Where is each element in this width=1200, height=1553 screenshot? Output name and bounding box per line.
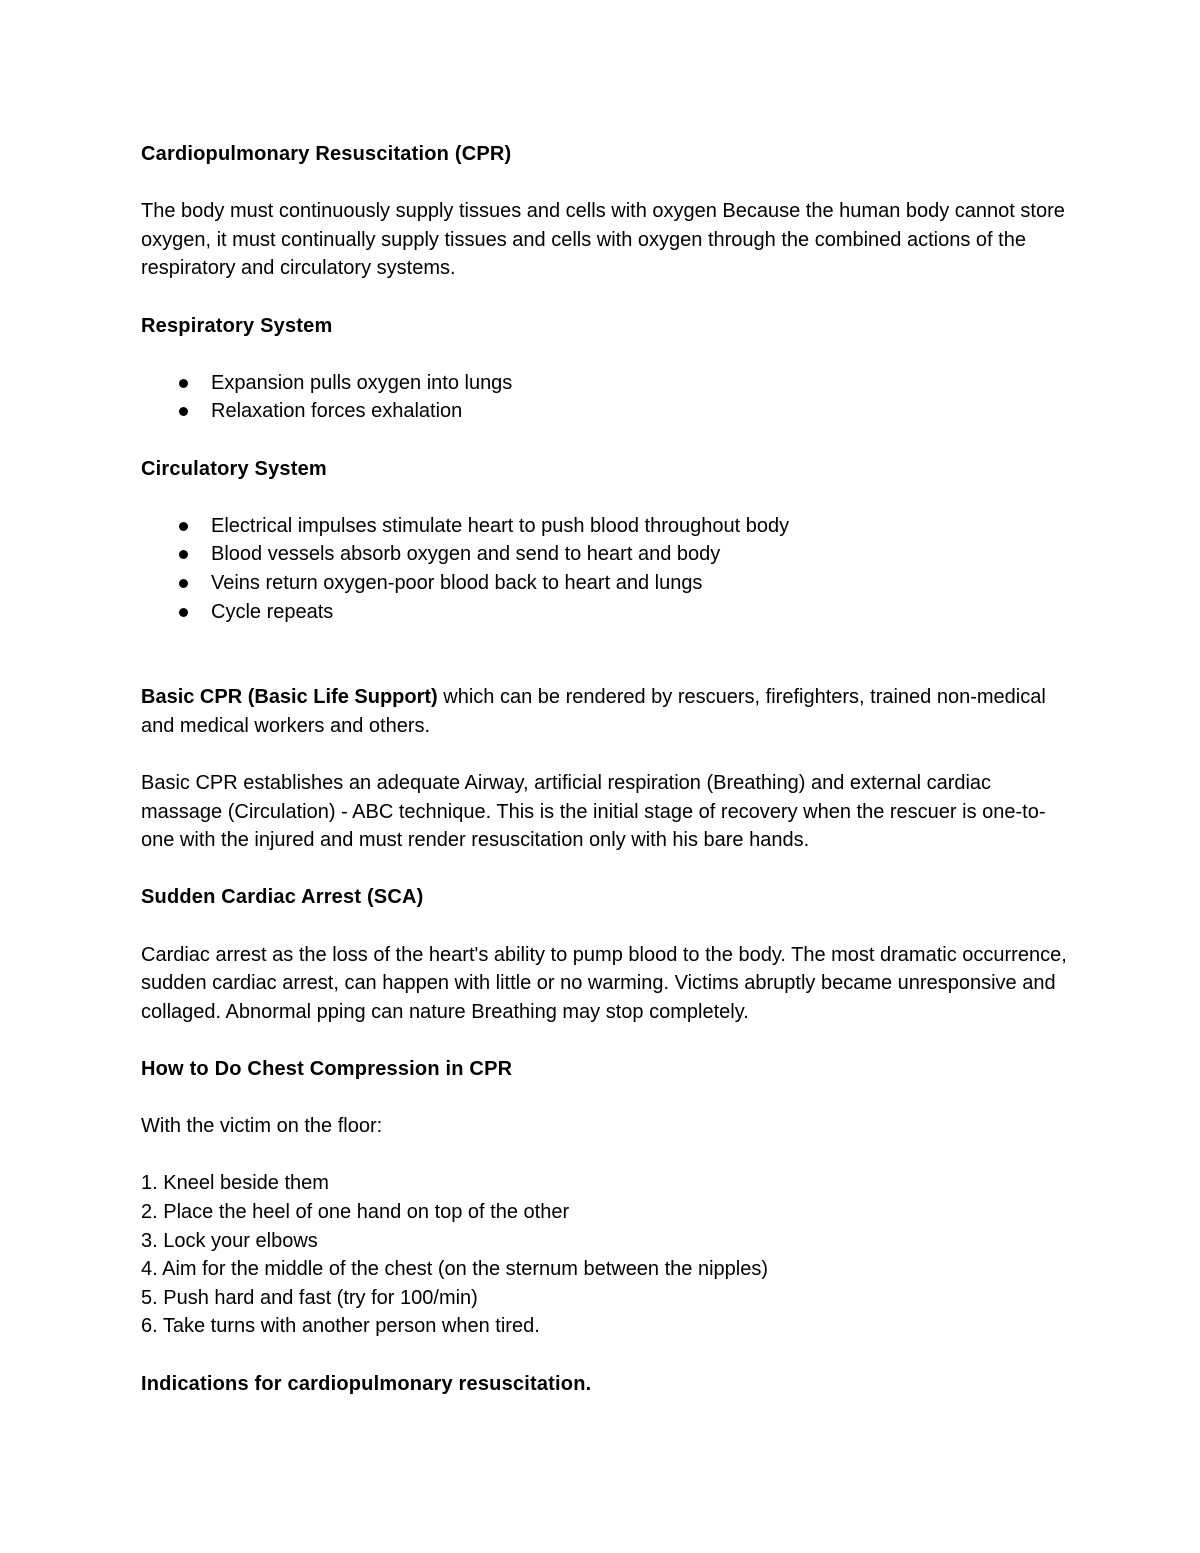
list-item: 5. Push hard and fast (try for 100/min): [141, 1286, 478, 1309]
compression-steps: [141, 1169, 1071, 1341]
list-item: [141, 397, 1071, 426]
list-item-text: Cycle repeats: [211, 600, 334, 623]
bullet-icon: [179, 579, 188, 588]
circulatory-list: [141, 512, 1071, 626]
intro-paragraph: The body must continuously supply tissues and cells with oxygen Because the human body cannot store oxygen, it must continually supply tissues and cells with oxygen through the combined actions of the respiratory and circulatory systems.: [141, 200, 1065, 280]
compression-intro: With the victim on the floor:: [141, 1115, 383, 1138]
basic-cpr-intro: [141, 683, 1071, 740]
sca-heading: Sudden Cardiac Arrest (SCA): [141, 886, 424, 909]
list-item-text: Veins return oxygen-poor blood back to heart and lungs: [211, 571, 703, 594]
bullet-icon: [179, 407, 188, 416]
list-item: [141, 598, 1071, 627]
basic-cpr-paragraph: Basic CPR establishes an adequate Airway, artificial respiration (Breathing) and external cardiac massage (Circulation) - ABC technique. This is the initial stage of recovery when the rescuer is one-to-one with the injured and must render resuscitation only with his bare hands.: [141, 772, 1046, 852]
bullet-icon: [179, 522, 188, 531]
respiratory-heading: Respiratory System: [141, 314, 333, 337]
compression-heading: How to Do Chest Compression in CPR: [141, 1058, 513, 1080]
basic-cpr-lead-rest: which can be rendered by rescuers, firefighters, trained non-medical and medical workers and others.: [141, 686, 1046, 737]
circulatory-heading: Circulatory System: [141, 457, 327, 480]
list-item: [141, 540, 1071, 569]
basic-cpr-lead: Basic CPR (Basic Life Support): [141, 686, 438, 709]
bullet-icon: [179, 550, 188, 559]
sca-paragraph: Cardiac arrest as the loss of the heart's ability to pump blood to the body. The most dramatic occurrence, sudden cardiac arrest, can happen with little or no warming. Victims abruptly became unresponsive and collaged. Abnormal pping can nature Breathing may stop completely.: [141, 943, 1067, 1023]
list-item: [141, 369, 1071, 398]
list-item: 3. Lock your elbows: [141, 1229, 318, 1252]
list-item-text: Expansion pulls oxygen into lungs: [211, 371, 513, 394]
list-item-text: Relaxation forces exhalation: [211, 400, 463, 423]
spacer: [141, 655, 1071, 684]
list-item: 4. Aim for the middle of the chest (on the sternum between the nipples): [141, 1258, 769, 1281]
list-item-text: Electrical impulses stimulate heart to push blood throughout body: [211, 514, 790, 537]
respiratory-list: [141, 369, 1071, 426]
bullet-icon: [179, 379, 188, 388]
list-item-text: Blood vessels absorb oxygen and send to heart and body: [211, 543, 721, 566]
bullet-icon: [179, 608, 188, 617]
document-page: [141, 140, 1071, 1427]
list-item: 1. Kneel beside them: [141, 1172, 329, 1195]
list-item: 6. Take turns with another person when tired.: [141, 1315, 540, 1338]
list-item: 2. Place the heel of one hand on top of the other: [141, 1200, 570, 1223]
list-item: [141, 512, 1071, 541]
document-title: Cardiopulmonary Resuscitation (CPR): [141, 143, 512, 165]
list-item: [141, 569, 1071, 598]
indications-heading: Indications for cardiopulmonary resuscitation.: [141, 1372, 592, 1395]
